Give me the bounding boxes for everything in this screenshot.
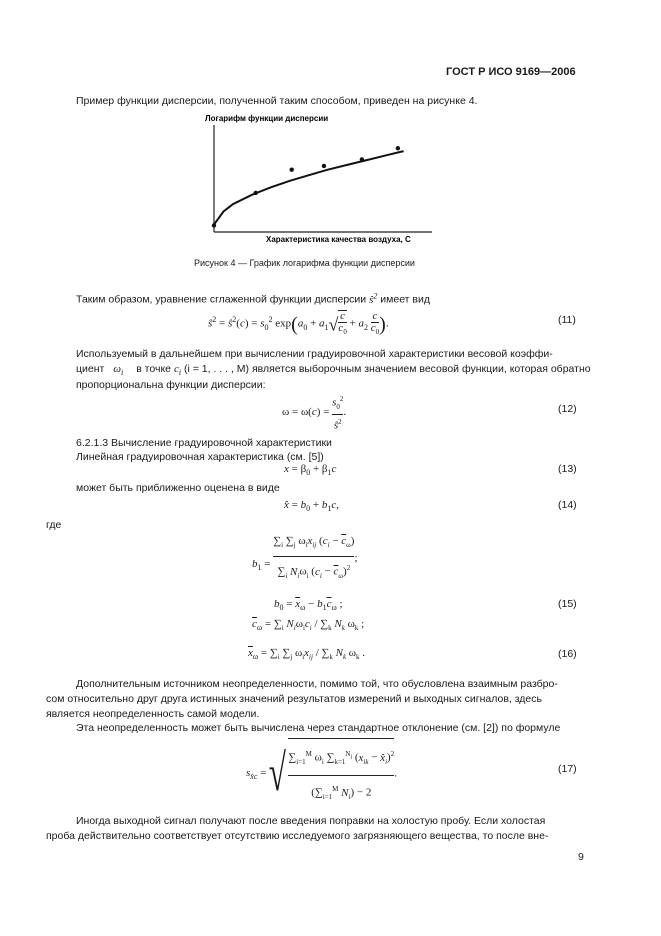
- where-label: где: [46, 519, 62, 531]
- estimate-paragraph: может быть приближенно оценена в виде: [76, 482, 280, 494]
- weight-text-c: (i = 1, . . . , M) является выборочным значением весовой функции, которая обратно: [183, 363, 591, 375]
- page-number: 9: [578, 851, 584, 863]
- smoothed-text: Таким образом, уравнение сглаженной функции дисперсии: [76, 293, 367, 306]
- smoothed-text-end: имеет вид: [380, 293, 430, 306]
- blank-line-1: Иногда выходной сигнал получают после введения поправки на холостую пробу. Если холостая: [76, 815, 546, 827]
- omega-i-symbol: $\omega_i$: [113, 363, 124, 378]
- equation-16: $\overline{x}_\omega = \sum_i$ $\sum_j$ $\omega_ix_{ij} / \sum_k$ $N_k$ $\omega_k$ .: [248, 647, 366, 662]
- figure-caption: Рисунок 4 — График логарифма функции дисперсии: [194, 258, 415, 268]
- equation-15: $b_0 = \overline{x}_\omega - b_1\overline{c}_\omega$ ;: [274, 598, 343, 613]
- weight-text-a: циент: [76, 363, 105, 375]
- weight-paragraph-line-1: Используемый в дальнейшем при вычислении градуировочной характеристики весовой коэффи-: [76, 348, 553, 360]
- linear-paragraph: Линейная градуировочная характеристика (см. [5]): [76, 451, 324, 463]
- variance-chart: [200, 110, 440, 250]
- c-omega-formula: $\overline{c}_\omega = \sum_i$ $N_i\omega_ic_i / \sum_k$ $N_k$ $\omega_k$ ;: [252, 618, 365, 633]
- data-point: [212, 223, 216, 227]
- b1-formula: $b_1$ = $\sum_i$ $\sum_j$ $\omega_ix_{ij}$ $(c_i - \overline{c}_\omega)$ $\sum_i$ $N_i\omega_i$ $(c_i - \overline{c}_\omega)^2$ ;: [252, 530, 358, 587]
- equation-number-14: (14): [558, 499, 577, 511]
- equation-number-16: (16): [558, 648, 577, 660]
- blank-line-2: проба действительно соответствует отсутствию исследуемого загрязняющего вещества, то после вне-: [46, 830, 549, 842]
- standard-header: ГОСТ Р ИСО 9169—2006: [446, 66, 576, 78]
- equation-number-13: (13): [558, 463, 577, 475]
- s-hat-symbol: $ŝ^2$: [369, 291, 378, 306]
- intro-paragraph: Пример функции дисперсии, полученной таким способом, приведен на рисунке 4.: [76, 95, 478, 107]
- equation-12: ω = ω(c) = $\frac{s_0^2}{ŝ^2}$ .: [282, 395, 347, 432]
- equation-number-12: (12): [558, 403, 577, 415]
- equation-number-17: (17): [558, 763, 577, 775]
- equation-17: $s_{x̂c}$ = √ $\sum_{i=1}^M$ $\omega_i$ $\sum_{k=1}^{N_i}$ ($x_{ik}$ − $x̂_i)^2$ ($\sum_{i=1}^M$ $N_i) - 2$ .: [246, 738, 397, 810]
- uncertainty-line-3: является неопределенность самой модели.: [46, 708, 260, 720]
- equation-11: $ŝ^2$ = $ŝ^2(c) = s_0^2$ $\exp(a_0 + a_1√$ $\frac{c}{c_0}$ + $a_2$ $\frac{c}{c_0}$ ).: [208, 309, 389, 337]
- y-axis-label: Логарифм функции дисперсии: [205, 114, 329, 123]
- weight-paragraph-line-3: пропорциональна функции дисперсии:: [76, 379, 266, 391]
- data-point: [254, 191, 258, 195]
- x-axis-label: Характеристика качества воздуха, C: [266, 235, 411, 244]
- smoothed-paragraph: [76, 289, 430, 307]
- equation-number-11: (11): [558, 314, 576, 326]
- c-i-symbol: $c_i$: [173, 363, 182, 378]
- data-point: [396, 146, 400, 150]
- section-title: 6.2.1.3 Вычисление градуировочной характеристики: [76, 437, 332, 449]
- equation-14: x̂ = $b_0 + b_1c$,: [284, 499, 339, 514]
- smoothed-curve: [214, 151, 404, 225]
- data-point: [322, 164, 326, 168]
- data-point: [290, 167, 294, 171]
- equation-number-15: (15): [558, 598, 577, 610]
- equation-13: $x = \beta_0 + \beta_1c$: [284, 463, 337, 478]
- weight-text-b: в точке: [136, 363, 172, 375]
- data-point: [360, 157, 364, 161]
- uncertainty-line-4: Эта неопределенность может быть вычислена через стандартное отклонение (см. [2]) по формуле: [76, 722, 561, 734]
- uncertainty-line-2: сом относительно друг друга истинных значений результатов измерений и выходных сигналов, здесь: [46, 693, 542, 705]
- uncertainty-line-1: Дополнительным источником неопределенности, помимо той, что обусловлена взаимным разбро-: [76, 678, 558, 690]
